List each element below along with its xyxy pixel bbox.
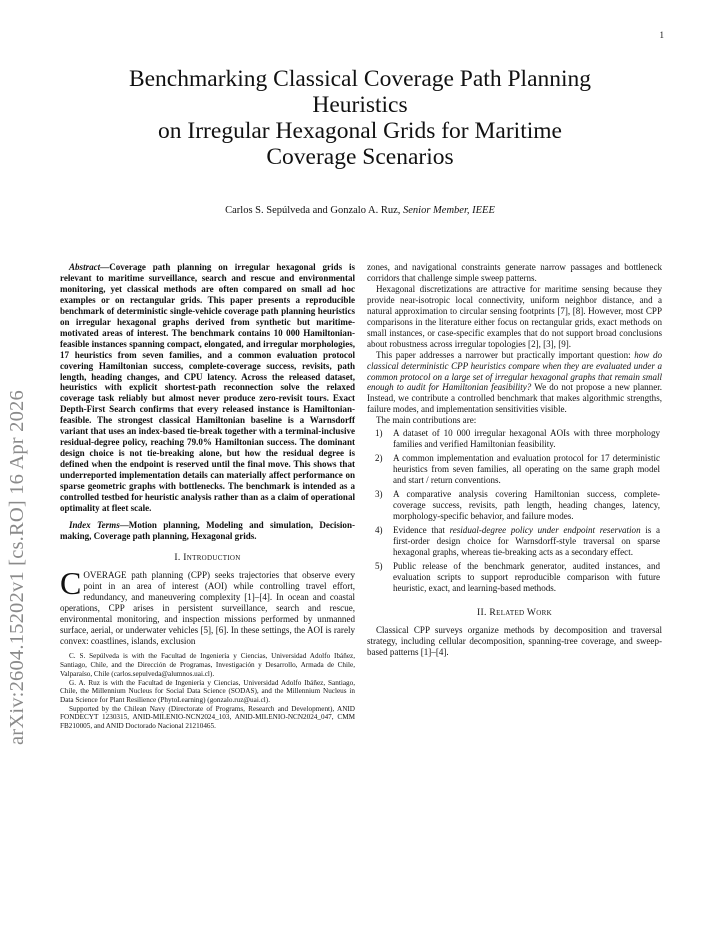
contributions-list [367, 428, 662, 593]
author-membership: Senior Member, IEEE [403, 205, 495, 216]
section-heading-related-work: II. Related Work [477, 606, 552, 618]
research-question: how do classical deterministic CPP heuristics compare when they are evaluated under a common protocol on a large set of irregular hexagonal graphs that remain small enough to audit for Hamiltonian feasibility? [367, 349, 663, 393]
right-column [367, 262, 662, 657]
index-terms-text: —Motion planning, Modeling and simulation, Decision-making, Coverage path planning, Hexagonal grids. [60, 519, 356, 541]
footnote: Supported by the Chilean Navy (Directorate of Programs, Research and Development), ANID FONDECYT 1230315, ANID-MILENIO-NCN2024_103, ANID-MILENIO-NCN2024_047, CMM FB210005, and ANID Doctorado Nacional 21210465. [60, 704, 355, 731]
intro-paragraph-1-continued: zones, and navigational constraints generate narrow passages and bottleneck corridors that challenge simple sweep patterns. [367, 262, 662, 283]
list-item [367, 525, 662, 558]
footnote: G. A. Ruz is with the Facultad de Ingeniería y Ciencias, Universidad Adolfo Ibáñez, Santiago, Chile, the Millennium Nucleus for Social Data Science (SODAS), and the Millennium Nucleus in Data Science for Plant Resilience (PhytoLearning) (gonzalo.ruz@uai.cl). [60, 678, 355, 704]
list-item [367, 561, 662, 594]
intro-paragraph-1 [60, 564, 355, 647]
contributions-intro: The main contributions are: [376, 415, 477, 426]
list-item [367, 489, 662, 522]
list-item-emphasis: residual-degree policy under endpoint reservation [449, 524, 641, 535]
related-work-paragraph-1: Classical CPP surveys organize methods by decomposition and traversal strategy, including cellular decomposition, spanning-tree coverage, and sweep-based patterns [1]–[4]. [367, 624, 662, 657]
section-heading-introduction: I. Introduction [174, 551, 241, 563]
title-line: Benchmarking Classical Coverage Path Planning [128, 66, 592, 92]
page-number: 1 [659, 30, 664, 40]
list-item-text-end: is a first-order design choice for Warnsdorff-style traversal on sparse hexagonal graphs, whereas tie-breaking acts as a secondary effect. [393, 524, 660, 557]
intro-paragraph-1-text: path planning (CPP) seeks trajectories that observe every point in an area of interest (AOI) while controlling travel effort, redundancy, and maneuvering complexity [1]–[4]. In ocean and coastal operations, CPP arises in persistent surveillance, search and rescue, environmental monitoring, and inspection missions performed by unmanned surface, aerial, or underwater vehicles [5], [6]. In these settings, the AOI is rarely convex: coastlines, islands, exclusion [60, 569, 355, 646]
abstract-text: —Coverage path planning on irregular hexagonal grids is relevant to maritime surveillance, search and rescue and environmental monitoring, yet classical methods are often compared on small ad hoc examples or on rectangular grids. This paper presents a reproducible benchmark of deterministic single-vehicle coverage path planning heuristics on irregular hexagonal graphs derived from synthetic but maritime-motivated areas of interest. The benchmark contains 10 000 Hamiltonian-feasible instances spanning compact, elongated, and irregular morphologies, 17 heuristics from seven families, and a common evaluation protocol covering Hamiltonian success, complete-coverage success, revisits, path length, heading changes, and CPU latency. Across the released dataset, heuristics with explicit shortest-path reconnection solve the relaxed coverage task reliably but almost never produce zero-revisit tours. Exact Depth-First Search confirms that every released instance is Hamiltonian-feasible. The strongest classical Hamiltonian baseline is a Warnsdorff variant that uses an index-based tie-break together with a terminal-inclusive residual-degree policy, reaching 79.0% Hamiltonian success. The dominant design choice is not tie-breaking alone, but how the residual degree is defined when the endpoint is reserved until the final move. This shows that underreported implementation details can materially affect performance on sparse geometric graphs with bottlenecks. The benchmark is intended as a controlled testbed for heuristic analysis rather than as a claim of operational optimality at fleet scale. [60, 262, 355, 513]
list-item-number: 3) [375, 489, 383, 500]
author-names: Carlos S. Sepúlveda and Gonzalo A. Ruz, [225, 205, 401, 216]
footnote: C. S. Sepúlveda is with the Facultad de Ingeniería y Ciencias, Universidad Adolfo Ibáñez, Santiago, Chile, and the Dirección de Programas, Investigación y Desarrollo, Armada de Chile, Valparaíso, Chile (carlos.sepulveda@alumnos.uai.cl). [60, 652, 355, 678]
index-terms-label: Index Terms [69, 519, 120, 530]
intro-paragraph-3-start: This paper addresses a narrower but practically important question: [376, 349, 635, 360]
list-item-number: 2) [375, 453, 383, 464]
title-line: Coverage Scenarios [266, 144, 454, 170]
footnotes [60, 652, 355, 730]
arxiv-watermark: arXiv:2604.15202v1 [cs.RO] 16 Apr 2026 [6, 390, 28, 745]
intro-paragraph-2: Hexagonal discretizations are attractive for maritime sensing because they provide near-isotropic local connectivity, uniform neighbor distance, and a natural approximation to circular sensing footprints [7], [8]. However, most CPP comparisons in the literature either focus on rectangular grids, exact methods on small instances, or case-specific examples that do not support broad conclusions about robustness across irregular topologies [2], [3], [9]. [367, 283, 662, 349]
index-terms [60, 520, 355, 542]
list-item-number: 4) [375, 524, 383, 535]
title-line: Heuristics [312, 92, 408, 118]
list-item-number: 1) [375, 428, 383, 439]
drop-cap: C [60, 564, 82, 601]
author-line [60, 205, 660, 216]
list-item [367, 453, 662, 486]
left-column [60, 262, 355, 731]
intro-paragraph-3-end: We do not propose a new planner. Instead, we contribute a controlled benchmark that makes algorithmic strengths, failure modes, and implementation sensitivities visible. [367, 382, 662, 415]
intro-paragraph-3 [367, 350, 662, 416]
intro-first-words: OVERAGE [83, 569, 127, 580]
list-item-text: A comparative analysis covering Hamiltonian success, complete-coverage success, revisits, path length, heading changes, latency, morphology-specific behavior, and failure modes. [393, 489, 660, 521]
list-item-text-start: Evidence that [393, 524, 450, 535]
abstract-label: Abstract [69, 262, 101, 272]
paper-title [60, 66, 660, 170]
list-item-text: A common implementation and evaluation protocol for 17 deterministic heuristics from seven families, all operating on the same graph model and start / return conventions. [393, 453, 660, 486]
title-line: on Irregular Hexagonal Grids for Maritime [158, 118, 562, 144]
list-item-number: 5) [375, 560, 383, 571]
list-item [367, 428, 662, 450]
abstract [60, 262, 355, 514]
list-item-text: Public release of the benchmark generator, audited instances, and evaluation scripts to support reproducible comparison with future heuristic, exact, and learning-based methods. [393, 560, 660, 593]
list-item-text: A dataset of 10 000 irregular hexagonal AOIs with three morphology families and verified Hamiltonian feasibility. [393, 428, 660, 450]
